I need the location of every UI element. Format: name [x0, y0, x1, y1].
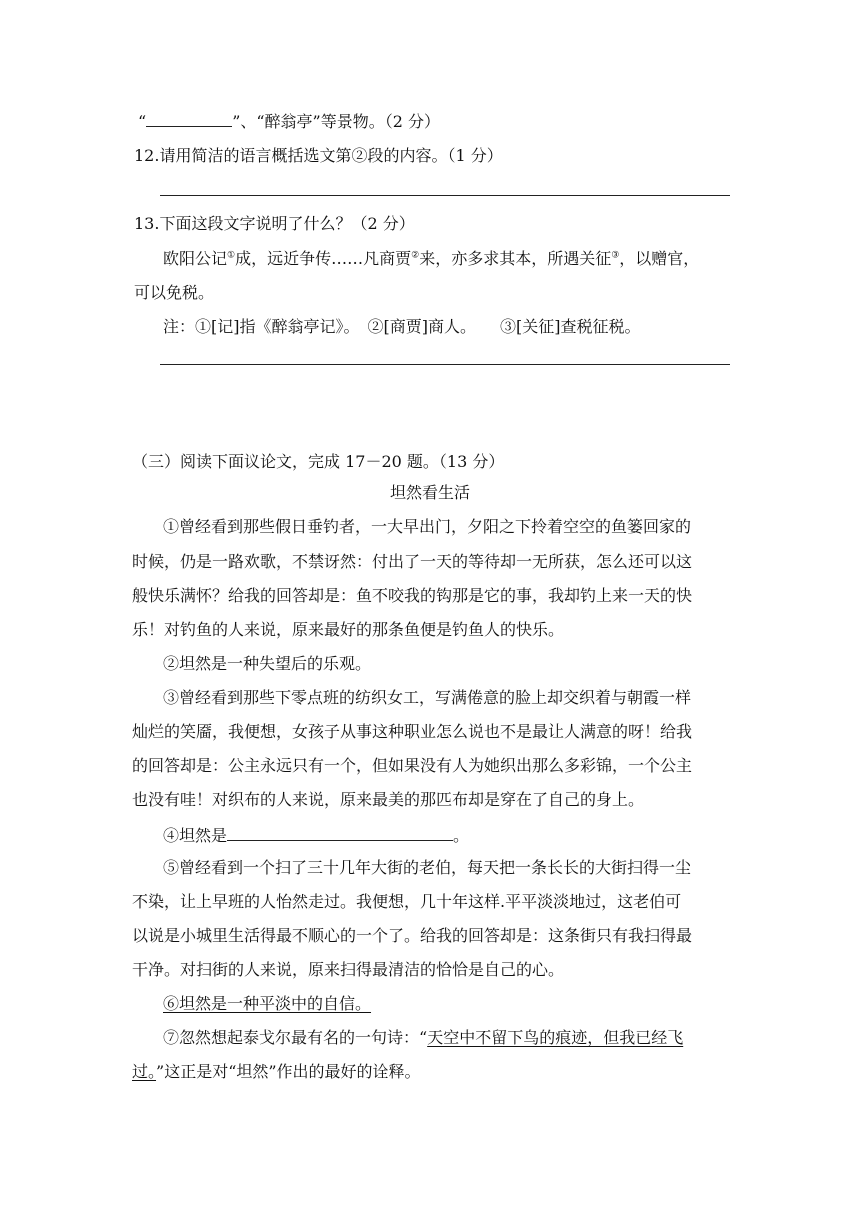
para1-line2: 时候，仍是一路欢歌，不禁讶然：付出了一天的等待却一无所获，怎么还可以这	[132, 552, 693, 571]
para6: ⑥坦然是一种平淡中的自信。	[163, 994, 372, 1013]
answer-blank[interactable]	[146, 110, 232, 127]
para3-line2: 灿烂的笑靥，我便想，女孩子从事这种职业怎么说也不是最让人满意的呀！给我	[132, 722, 693, 741]
para4: ④坦然是 。	[163, 826, 470, 845]
para1-line3: 般快乐满怀？给我的回答却是：鱼不咬我的钩那是它的事，我却钓上来一天的快	[132, 586, 693, 605]
para3-line1: ③曾经看到那些下零点班的纺织女工，写满倦意的脸上却交织着与朝霞一样	[163, 688, 692, 707]
para5-line3: 以说是小城里生活得最不顺心的一个了。给我的回答却是：这条街只有我扫得最	[132, 926, 693, 945]
para3-line3: 的回答却是：公主永远只有一个，但如果没有人为她织出那么多彩锦，一个公主	[132, 756, 693, 775]
para7-line2: 过。”这正是对“坦然”作出的最好的诠释。	[132, 1062, 421, 1081]
para1-line1: ①曾经看到那些假日垂钓者，一大早出门，夕阳之下拎着空空的鱼篓回家的	[163, 517, 692, 536]
q13-notes: 注：①[记]指《醉翁亭记》。 ②[商贾]商人。 ③[关征]查税征税。	[163, 317, 641, 336]
para2: ②坦然是一种失望后的乐观。	[163, 654, 372, 673]
section-heading: （三）阅读下面议论文，完成 17－20 题。（13 分）	[132, 452, 505, 471]
question-12: 12.请用简洁的语言概括选文第②段的内容。（1 分）	[134, 146, 503, 165]
answer-line-q13[interactable]	[160, 364, 730, 365]
para7-line1: ⑦忽然想起泰戈尔最有名的一句诗：“天空中不留下鸟的痕迹，但我已经飞	[163, 1028, 684, 1047]
answer-blank-para4[interactable]	[227, 824, 453, 841]
para5-line4: 干净。对扫街的人来说，原来扫得最清洁的恰恰是自己的心。	[132, 960, 565, 979]
question-13: 13.下面这段文字说明了什么？（2 分）	[134, 214, 415, 233]
para5-line2: 不染，让上早班的人怡然走过。我便想，几十年这样.平平淡淡地过，这老伯可	[132, 892, 682, 911]
q13-passage-line2: 可以免税。	[134, 283, 215, 302]
para5-line1: ⑤曾经看到一个扫了三十几年大街的老伯，每天把一条长长的大街扫得一尘	[163, 858, 692, 877]
q11-tail: “ ”、“醉翁亭”等景物。（2 分）	[138, 112, 440, 131]
q13-passage-line1: 欧阳公记①成，远近争传……凡商贾②来，亦多求其本，所遇关征③，以赠官，	[163, 249, 700, 268]
para3-line4: 也没有哇！对织布的人来说，原来最美的那匹布却是穿在了自己的身上。	[132, 790, 645, 809]
para1-line4: 乐！对钓鱼的人来说，原来最好的那条鱼便是钓鱼人的快乐。	[132, 620, 565, 639]
essay-title: 坦然看生活	[389, 483, 470, 502]
answer-line-q12[interactable]	[160, 195, 730, 196]
